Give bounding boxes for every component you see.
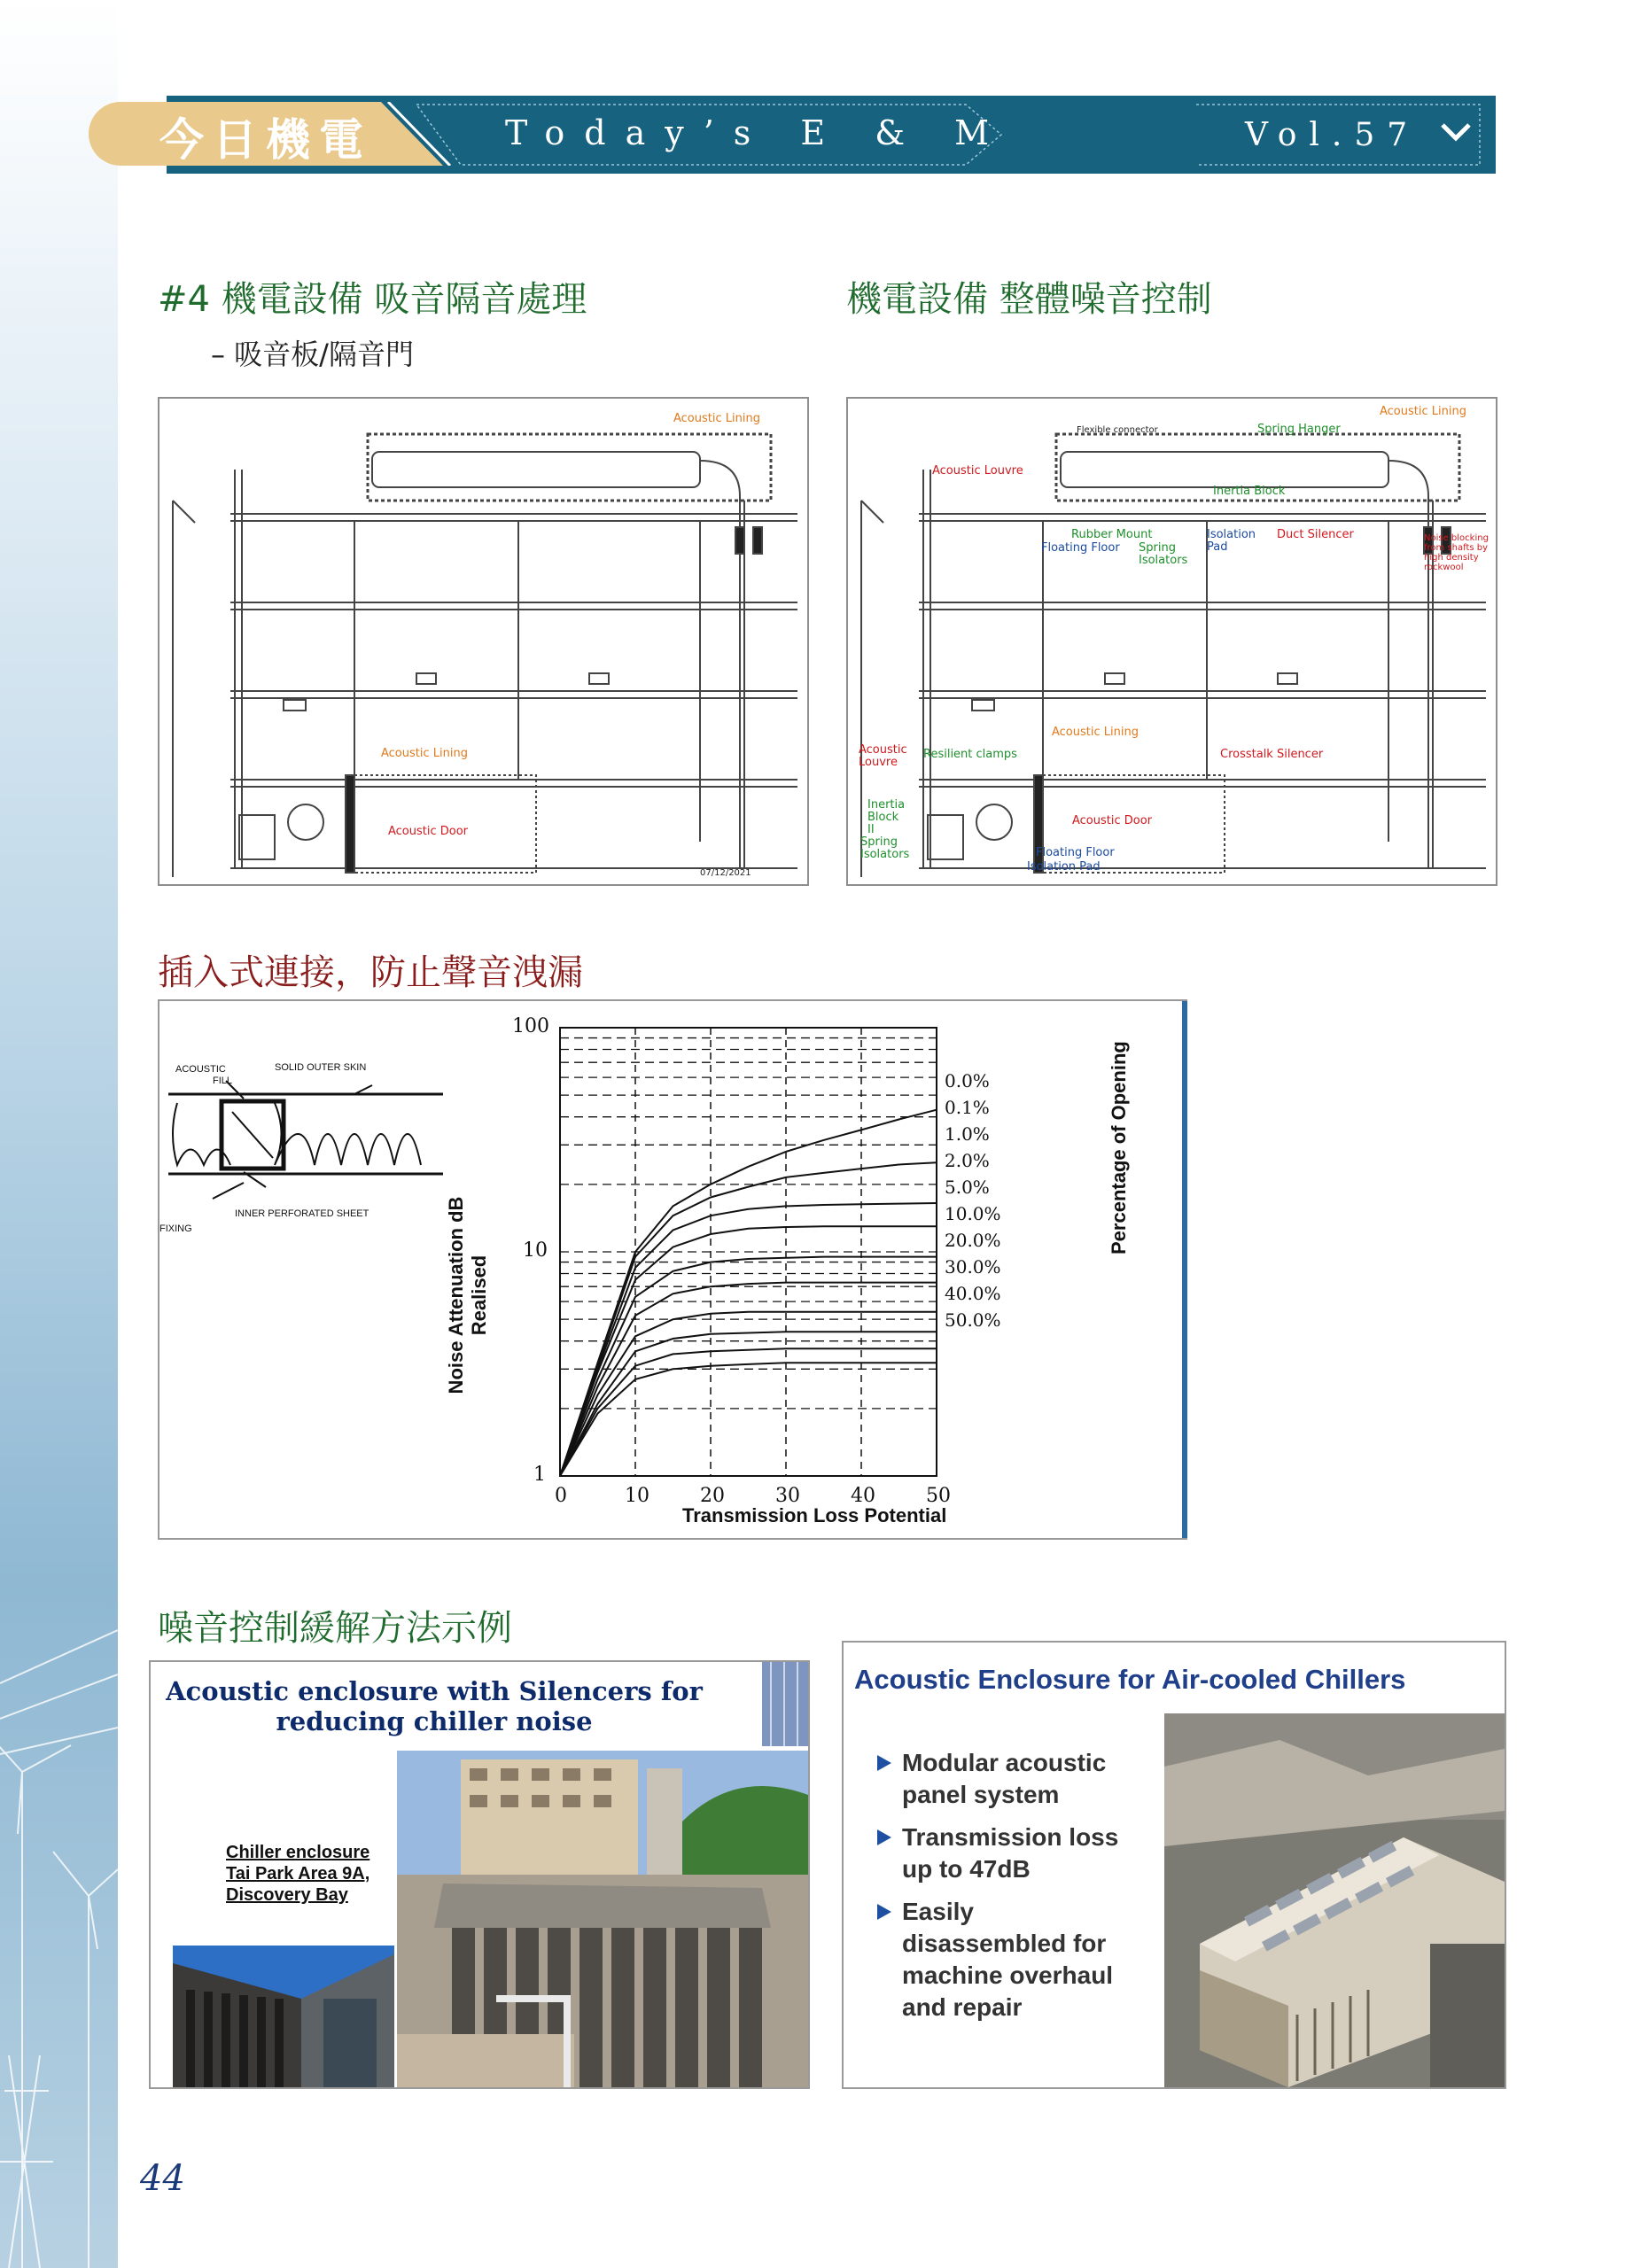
label-acoustic-louvre-bottom-1: Acoustic [859,743,907,757]
label-acoustic-door: Acoustic Door [388,825,469,838]
section2-heading: 機電設備 整體噪音控制 [846,279,1212,320]
building-section-diagram-2 [846,397,1497,886]
label-date-stamp: 07/12/2021 [700,868,751,878]
photo2-title: Acoustic Enclosure for Air-cooled Chillers [854,1664,1406,1695]
label-acoustic-lining-top: Acoustic Lining [1380,405,1466,418]
chart-x-tick-label: 50 [926,1485,951,1507]
chart-series-line [560,1332,937,1476]
photo1-caption-line3: Discovery Bay [226,1885,348,1905]
chevron-down-icon[interactable] [1440,122,1472,142]
label-floating-floor-bottom: Floating Floor [1036,846,1115,859]
chart-x-tick-label: 20 [700,1485,725,1507]
chart-x-tick-label: 40 [851,1485,875,1507]
triangle-bullet-icon [877,1755,891,1771]
chart-legend-entry: 1.0% [945,1123,990,1145]
chart-legend-entry: 0.1% [945,1097,990,1118]
chart-x-tick-label: 10 [625,1485,649,1507]
photo1-title: Acoustic enclosure with Silencers for reducing chiller noise [166,1676,703,1736]
photo2-bullet-list [877,1747,1143,2034]
section1-heading: #4 機電設備 吸音隔音處理 [158,279,587,320]
label-inertia-block-bottom-1: Inertia [867,798,906,812]
label-inertia-block-bottom-2: Block [867,811,899,824]
label-isolation-pad-top-1: Isolation [1207,528,1256,541]
chart-legend-entry: 5.0% [945,1177,990,1198]
photo1-caption-line2: Tai Park Area 9A, [226,1864,370,1884]
label-inertia-block-bottom-3: II [867,823,875,836]
chart-y-tick-label: 1 [533,1464,546,1486]
label-acoustic-louvre-bottom-2: Louvre [859,756,898,769]
header-tab-title: 今日機電 [159,113,372,166]
label-spring-hanger: Spring Hanger [1257,423,1341,436]
photo1-caption-line1: Chiller enclosure [226,1843,370,1862]
section1-subheading: – 吸音板/隔音門 [211,338,414,371]
chart-legend-entry: 0.0% [945,1070,990,1091]
photo1-caption [226,1842,369,1906]
attenuation-chart-panel [158,999,1187,1540]
chart-legend-entry: 40.0% [945,1283,1001,1304]
label-resilient-clamps: Resilient clamps [923,748,1017,761]
chart-x-tick-label: 0 [555,1485,567,1507]
chart-series-line [560,1363,937,1476]
label-flexible-connector: Flexible connector [1077,425,1158,435]
label-noise-blocking-2: from shafts by [1424,543,1489,553]
label-isolation-pad-bottom: Isolation Pad [1027,860,1101,874]
chart-legend-entry: 2.0% [945,1150,990,1171]
air-cooled-chillers-card [842,1641,1506,2089]
chart-legend-entry: 50.0% [945,1309,1001,1331]
label-spring-isolators-top-1: Spring [1139,541,1176,555]
section4-heading: 噪音控制緩解方法示例 [158,1608,512,1649]
label-acoustic-door-2: Acoustic Door [1072,814,1153,827]
chart-x-axis-label: Transmission Loss Potential [682,1504,947,1526]
magazine-name: Today’s E & M [505,113,1009,152]
chart-right-label: Percentage of Opening [1108,1041,1130,1254]
bullet-item: Transmission loss up to 47dB [877,1821,1143,1885]
label-noise-blocking-1: Noise blocking [1424,533,1489,543]
attenuation-chart [159,1001,1186,1538]
page-number: 44 [140,2158,185,2199]
label-acoustic-lining-plant: Acoustic Lining [381,747,468,760]
chart-series-line [560,1348,937,1476]
label-inner-perforated-sheet: INNER PERFORATED SHEET [235,1208,369,1219]
chart-series-line [560,1110,937,1476]
bullet-item: Modular acoustic panel system [877,1747,1143,1811]
label-crosstalk-silencer: Crosstalk Silencer [1220,748,1324,761]
chart-legend-entry: 20.0% [945,1230,1001,1251]
section3-heading: 插入式連接，防止聲音洩漏 [158,952,583,993]
label-noise-blocking-4: rockwool [1424,563,1464,572]
label-acoustic-fill-2: FILL [213,1076,233,1086]
chart-legend-entry: 10.0% [945,1203,1001,1224]
chart-y-tick-label: 100 [512,1015,549,1037]
chart-y-tick-label: 10 [523,1239,548,1262]
label-floating-floor-top: Floating Floor [1041,541,1120,555]
label-noise-blocking-3: high density [1424,553,1479,563]
label-spring-isolators-bottom-2: Isolators [860,848,910,861]
triangle-bullet-icon [877,1829,891,1845]
label-spring-isolators-bottom-1: Spring [860,835,898,849]
chart-legend-entry: 30.0% [945,1256,1001,1278]
label-fixing: FIXING [159,1223,192,1234]
chart-y-axis-label: Noise Attenuation dB Realised [445,1196,490,1394]
air-cooled-chillers-photo [1164,1713,1505,2087]
bullet-item: Easily disassembled for machine overhaul and repair [877,1896,1143,2023]
label-spring-isolators-top-2: Isolators [1139,554,1188,567]
label-solid-outer-skin: SOLID OUTER SKIN [275,1062,367,1073]
chart-x-tick-label: 30 [775,1485,800,1507]
label-acoustic-fill-1: ACOUSTIC [175,1064,226,1075]
label-acoustic-louvre-top: Acoustic Louvre [932,464,1023,478]
label-acoustic-lining-top: Acoustic Lining [673,412,760,425]
label-duct-silencer: Duct Silencer [1277,528,1354,541]
triangle-bullet-icon [877,1904,891,1920]
label-rubber-mount: Rubber Mount [1071,528,1153,541]
building-section-diagram-1 [158,397,809,886]
label-isolation-pad-top-2: Pad [1207,540,1228,554]
label-inertia-block-top: Inertia Block [1213,485,1286,498]
volume-number: Vol.57 [1245,117,1420,153]
chiller-enclosure-photo-card [149,1660,810,2089]
label-acoustic-lining-mid: Acoustic Lining [1052,726,1139,739]
